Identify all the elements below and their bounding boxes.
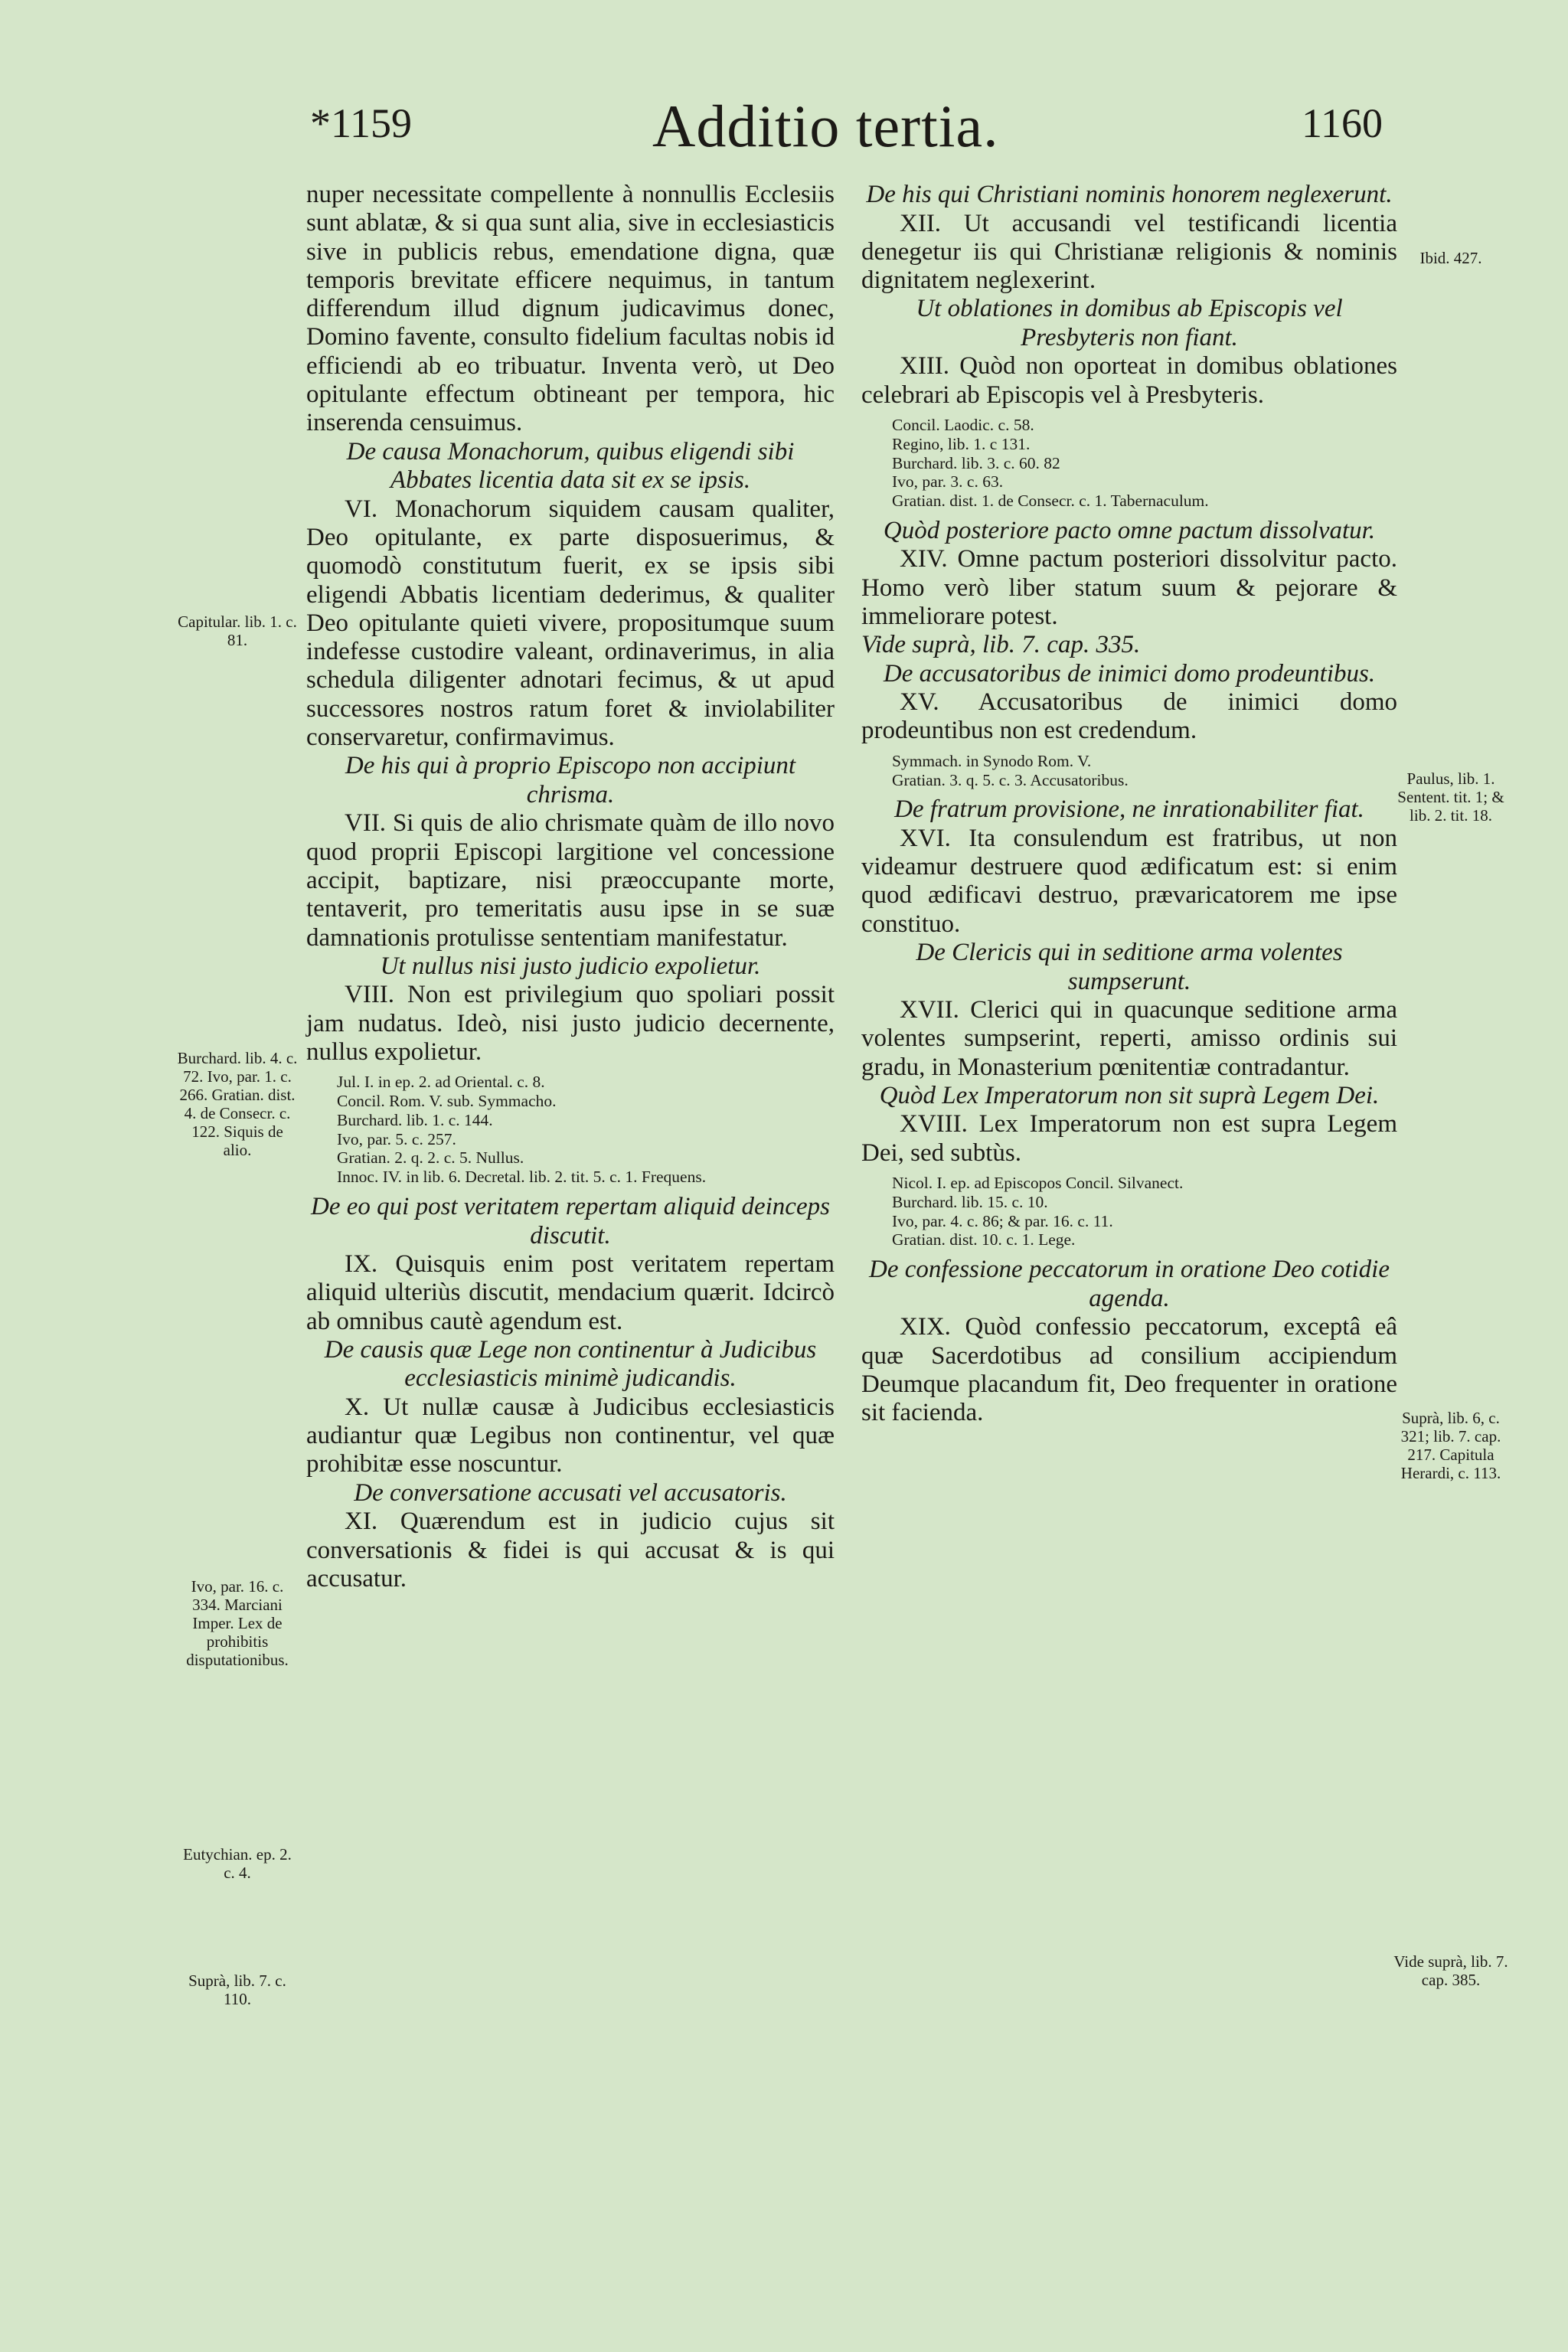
citations-xviii (892, 1174, 1397, 1250)
citation-line: Gratian. 2. q. 2. c. 5. Nullus. (337, 1148, 524, 1168)
margin-note-supra-lib6: Suprà, lib. 6, c. 321; lib. 7. cap. 217. Capitula Herardi, c. 113. (1400, 1409, 1501, 1482)
citation-line: Nicol. I. ep. ad Episcopos Concil. Silvanect. (892, 1174, 1184, 1193)
heading-xvi: De fratrum provisione, ne inrationabiliter fiat. (894, 795, 1364, 824)
heading-xviii: Quòd Lex Imperatorum non sit suprà Legem Dei. (879, 1081, 1380, 1109)
citation-line: Gratian. dist. 10. c. 1. Lege. (892, 1230, 1076, 1250)
paragraph-xv: XV. Accusatoribus de inimici domo prodeuntibus non est credendum. (861, 688, 1397, 745)
running-title: Additio tertia. (652, 93, 999, 159)
left-page-number: *1159 (310, 100, 412, 146)
heading-x: De causis quæ Lege non continentur à Judicibus ecclesiasticis minimè judicandis. (324, 1335, 817, 1393)
paragraph-xiv: XIV. Omne pactum posteriori dissolvitur pacto. Homo verò liber statum suum & pejorare & immeliorare potest. (861, 545, 1397, 631)
cross-reference-xiv: Vide suprà, lib. 7. cap. 335. (861, 631, 1141, 659)
citation-line: Symmach. in Synodo Rom. V. (892, 751, 1092, 770)
citation-line: Gratian. 3. q. 5. c. 3. Accusatoribus. (892, 770, 1129, 789)
citation-line: Innoc. IV. in lib. 6. Decretal. lib. 2. tit. 5. c. 1. Frequens. (337, 1168, 707, 1187)
margin-note-ibid: Ibid. 427. (1419, 249, 1482, 267)
citation-line: Jul. I. in ep. 2. ad Oriental. c. 8. (337, 1073, 545, 1092)
citation-line: Ivo, par. 4. c. 86; & par. 16. c. 11. (892, 1211, 1113, 1230)
citation-line: Burchard. lib. 1. c. 144. (337, 1110, 493, 1129)
paragraph-xii: XII. Ut accusandi vel testificandi licentia denegetur iis qui Christianæ religionis & nominis dignitatem neglexerint. (861, 209, 1397, 295)
margin-note-ivo: Ivo, par. 16. c. 334. Marciani Imper. Lex de prohibitis disputationibus. (186, 1577, 289, 1669)
heading-xiii: Ut oblationes in domibus ab Episcopis vel Presbyteris non fiant. (916, 295, 1343, 351)
heading-viii: Ut nullus nisi justo judicio expolietur. (380, 952, 761, 980)
citation-line: Gratian. dist. 1. de Consecr. c. 1. Tabernaculum. (892, 492, 1209, 511)
paragraph-viii: VIII. Non est privilegium quo spoliari possit jam nudatus. Ideò, nisi justo judicio decernente, nullus expolietur. (306, 981, 835, 1066)
paragraph-xviii: XVIII. Lex Imperatorum non est supra Legem Dei, sed subtùs. (861, 1110, 1397, 1167)
citation-line: Burchard. lib. 3. c. 60. 82 (892, 453, 1060, 472)
paragraph-vii: VII. Si quis de alio chrismate quàm de illo novo quod proprii Episcopi largitione vel concessione accipit, baptizare, nisi præoccupante morte, tentaverit, pro temeritatis ausu ipse in se suæ damnationis protulisse sententiam manifestatur. (306, 809, 835, 952)
margin-note-supra: Suprà, lib. 7. c. 110. (188, 1971, 286, 2008)
citations-xv (892, 752, 1397, 790)
left-column (306, 181, 835, 1593)
citations-viii (337, 1073, 835, 1187)
heading-xi: De conversatione accusati vel accusatoris. (354, 1478, 787, 1507)
paragraph-vi: VI. Monachorum siquidem causam qualiter, Deo opitulante, ex parte disposuerimus, & quomodò constitutum fuerit, ex se ipsis sibi eligendi Abbatis licentiam dederimus, & qualiter Deo opitulante quieti vivere, propositumque suum indefesse custodire valeant, ordinaverimus, in alia schedula diligenter adnotari fecimus, & ut apud successores nostros ratum foret & inviolabiliter conservaretur, confirmavimus. (306, 495, 835, 752)
heading-xii: De his qui Christiani nominis honorem neglexerunt. (866, 181, 1393, 208)
heading-xiv: Quòd posteriore pacto omne pactum dissolvatur. (883, 516, 1376, 544)
heading-xix: De confessione peccatorum in oratione Deo cotidie agenda. (869, 1256, 1390, 1312)
heading-xvii: De Clericis qui in seditione arma volentes sumpserunt. (916, 939, 1343, 995)
citation-line: Ivo, par. 3. c. 63. (892, 472, 1004, 492)
paragraph-xiii: XIII. Quòd non oporteat in domibus oblationes celebrari ab Episcopis vel à Presbyteris. (861, 352, 1397, 409)
citation-line: Concil. Laodic. c. 58. (892, 415, 1034, 434)
citation-line: Burchard. lib. 15. c. 10. (892, 1192, 1048, 1211)
citation-line: Ivo, par. 5. c. 257. (337, 1129, 456, 1148)
paragraph-ix: IX. Quisquis enim post veritatem repertam aliquid ulteriùs discutit, mendacium quærit. Idcircò ab omnibus cautè agendum est. (306, 1250, 835, 1335)
margin-note-vide-supra: Vide suprà, lib. 7. cap. 385. (1393, 1952, 1508, 1989)
right-page-number: 1160 (1302, 100, 1383, 146)
paragraph-xvi: XVI. Ita consulendum est fratribus, ut non videamur destruere quod ædificatum est: si enim quod ædificavi destruo, prævaricatorem me ipse constituo. (861, 824, 1397, 938)
paragraph-xix: XIX. Quòd confessio peccatorum, exceptâ eâ quæ Sacerdotibus ad consilium accipiendum Deumque placandum fit, Deo frequenter in oratione sit facienda. (861, 1313, 1397, 1427)
paragraph-x: X. Ut nullæ causæ à Judicibus ecclesiasticis audiantur quæ Legibus non continentur, vel quæ prohibitæ esse noscuntur. (306, 1393, 835, 1478)
paragraph-xi: XI. Quærendum est in judicio cujus sit conversationis & fidei is qui accusat & is qui accusatur. (306, 1508, 835, 1592)
heading-ix: De eo qui post veritatem repertam aliquid deinceps discutit. (311, 1193, 830, 1250)
citations-xiii (892, 416, 1397, 511)
margin-note-paulus: Paulus, lib. 1. Sentent. tit. 1; & lib. 2. tit. 18. (1397, 769, 1504, 825)
citation-line: Concil. Rom. V. sub. Symmacho. (337, 1092, 557, 1111)
heading-vi: De causa Monachorum, quibus eligendi sibi Abbates licentia data sit ex se ipsis. (346, 437, 795, 495)
margin-note-capitular: Capitular. lib. 1. c. 81. (178, 612, 297, 649)
heading-vii: De his qui à proprio Episcopo non accipiunt chrisma. (345, 752, 796, 808)
citation-line: Regino, lib. 1. c 131. (892, 434, 1031, 453)
margin-note-eutychian: Eutychian. ep. 2. c. 4. (183, 1845, 292, 1882)
paragraph-intro: nuper necessitate compellente à nonnullis Ecclesiis sunt ablatæ, & si qua sunt alia, sive in ecclesiasticis sive in publicis rebus, emendatione digna, quæ temporis brevitate efficere nequimus, in tantum differendum illud dignum judicavimus donec, Domino favente, consulto fidelium facultas nobis id efficiendi ab eo tribuatur. Inventa verò, ut Deo opitulante effectum obtineant per tempora, hic inserenda censuimus. (306, 181, 835, 437)
margin-note-burchard: Burchard. lib. 4. c. 72. Ivo, par. 1. c. 266. Gratian. dist. 4. de Consecr. c. 122. Siquis de alio. (177, 1049, 298, 1159)
heading-xv: De accusatoribus de inimici domo prodeuntibus. (883, 659, 1376, 688)
right-column (861, 181, 1397, 1427)
paragraph-xvii: XVII. Clerici qui in quacunque seditione arma volentes sumpserint, reperti, amisso ordinis sui gradu, in Monasterium pœnitentiæ contradantur. (861, 996, 1397, 1081)
